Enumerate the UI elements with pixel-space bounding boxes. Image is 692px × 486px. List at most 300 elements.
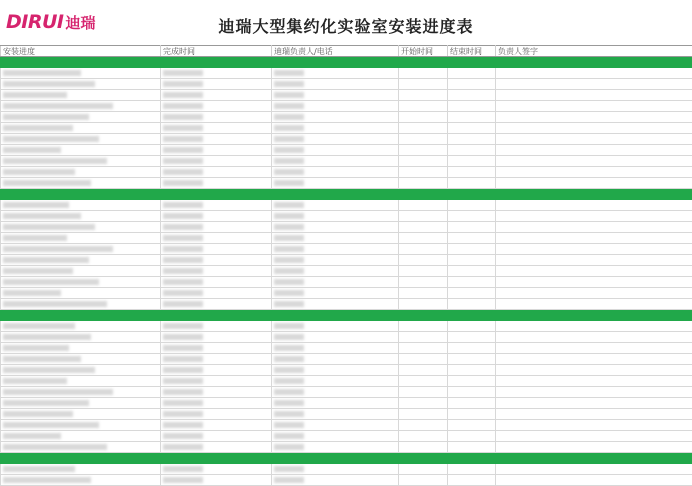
redacted-bar [163, 70, 203, 76]
redacted-bar [274, 103, 304, 109]
redacted-bar [3, 246, 113, 252]
redacted-cell [161, 365, 272, 376]
redacted-cell [399, 211, 448, 222]
redacted-cell [161, 475, 272, 486]
section-header-cell [448, 310, 496, 321]
redacted-cell [272, 332, 399, 343]
redacted-cell [161, 398, 272, 409]
redacted-cell [161, 376, 272, 387]
redacted-cell [272, 211, 399, 222]
section-header-cell [496, 453, 692, 464]
col-header-finish-time: 完成时间 [161, 46, 272, 57]
redacted-bar [163, 81, 203, 87]
redacted-bar [274, 378, 304, 384]
redacted-bar [274, 290, 304, 296]
redacted-bar [163, 257, 203, 263]
redacted-cell [399, 233, 448, 244]
redacted-cell [496, 255, 692, 266]
redacted-cell [161, 222, 272, 233]
col-header-contact: 迪瑞负责人/电话 [272, 46, 399, 57]
table-row [1, 442, 692, 453]
redacted-cell [1, 211, 161, 222]
redacted-bar [274, 169, 304, 175]
redacted-cell [272, 376, 399, 387]
redacted-cell [399, 420, 448, 431]
redacted-cell [161, 277, 272, 288]
redacted-bar [3, 213, 81, 219]
redacted-cell [448, 299, 496, 310]
redacted-cell [1, 387, 161, 398]
redacted-cell [399, 222, 448, 233]
redacted-bar [3, 411, 73, 417]
redacted-cell [1, 123, 161, 134]
redacted-cell [448, 376, 496, 387]
redacted-cell [399, 343, 448, 354]
redacted-bar [3, 477, 91, 483]
table-row [1, 299, 692, 310]
redacted-cell [272, 68, 399, 79]
redacted-bar [163, 334, 203, 340]
redacted-cell [272, 299, 399, 310]
redacted-cell [399, 409, 448, 420]
redacted-cell [1, 200, 161, 211]
table-row [1, 68, 692, 79]
redacted-bar [3, 70, 81, 76]
redacted-bar [163, 411, 203, 417]
redacted-bar [163, 114, 203, 120]
redacted-cell [399, 332, 448, 343]
section-header-cell [399, 310, 448, 321]
redacted-cell [496, 321, 692, 332]
redacted-cell [272, 409, 399, 420]
table-row [1, 398, 692, 409]
redacted-bar [3, 367, 95, 373]
page-header [0, 0, 692, 45]
redacted-cell [399, 376, 448, 387]
redacted-cell [399, 442, 448, 453]
redacted-cell [399, 277, 448, 288]
redacted-bar [3, 301, 107, 307]
redacted-cell [1, 244, 161, 255]
redacted-cell [496, 464, 692, 475]
redacted-bar [163, 290, 203, 296]
redacted-cell [1, 101, 161, 112]
section-header-row [1, 57, 692, 68]
redacted-cell [496, 233, 692, 244]
redacted-cell [272, 79, 399, 90]
redacted-cell [161, 387, 272, 398]
redacted-cell [448, 475, 496, 486]
redacted-bar [274, 224, 304, 230]
redacted-cell [272, 134, 399, 145]
redacted-cell [272, 387, 399, 398]
section-header-cell [1, 310, 161, 321]
table-row [1, 321, 692, 332]
redacted-cell [448, 211, 496, 222]
redacted-bar [274, 466, 304, 472]
redacted-bar [274, 345, 304, 351]
redacted-bar [274, 125, 304, 131]
redacted-cell [496, 112, 692, 123]
redacted-bar [163, 202, 203, 208]
redacted-bar [163, 400, 203, 406]
redacted-cell [272, 321, 399, 332]
redacted-cell [496, 244, 692, 255]
redacted-bar [3, 323, 75, 329]
redacted-cell [496, 277, 692, 288]
redacted-bar [274, 422, 304, 428]
section-header-cell [448, 57, 496, 68]
redacted-cell [448, 332, 496, 343]
redacted-bar [3, 356, 81, 362]
logo-cn: 迪瑞 [65, 12, 95, 33]
redacted-cell [161, 178, 272, 189]
progress-table [0, 45, 692, 486]
redacted-bar [163, 466, 203, 472]
redacted-bar [163, 136, 203, 142]
redacted-bar [3, 400, 89, 406]
redacted-cell [496, 288, 692, 299]
redacted-cell [272, 244, 399, 255]
redacted-bar [3, 444, 107, 450]
redacted-cell [1, 277, 161, 288]
section-header-cell [272, 57, 399, 68]
redacted-cell [448, 409, 496, 420]
redacted-bar [274, 202, 304, 208]
redacted-cell [272, 343, 399, 354]
redacted-cell [1, 354, 161, 365]
table-row [1, 200, 692, 211]
section-header-row [1, 310, 692, 321]
table-row [1, 145, 692, 156]
table-row [1, 112, 692, 123]
redacted-cell [448, 354, 496, 365]
redacted-cell [399, 365, 448, 376]
redacted-cell [1, 365, 161, 376]
redacted-bar [163, 389, 203, 395]
col-header-signature: 负责人签字 [496, 46, 692, 57]
redacted-cell [272, 233, 399, 244]
redacted-cell [272, 266, 399, 277]
redacted-cell [161, 255, 272, 266]
redacted-cell [161, 145, 272, 156]
redacted-cell [161, 68, 272, 79]
redacted-cell [448, 365, 496, 376]
col-header-end: 结束时间 [448, 46, 496, 57]
section-header-cell [1, 189, 161, 200]
redacted-bar [274, 444, 304, 450]
redacted-cell [272, 222, 399, 233]
table-row [1, 365, 692, 376]
redacted-cell [496, 79, 692, 90]
redacted-cell [448, 101, 496, 112]
table-row [1, 222, 692, 233]
redacted-cell [399, 299, 448, 310]
redacted-cell [272, 255, 399, 266]
redacted-bar [163, 213, 203, 219]
redacted-cell [448, 90, 496, 101]
redacted-cell [161, 266, 272, 277]
redacted-cell [1, 332, 161, 343]
redacted-cell [272, 90, 399, 101]
redacted-cell [1, 376, 161, 387]
redacted-bar [163, 367, 203, 373]
redacted-cell [496, 376, 692, 387]
redacted-cell [399, 101, 448, 112]
redacted-cell [496, 299, 692, 310]
redacted-cell [399, 167, 448, 178]
redacted-bar [163, 356, 203, 362]
table-row [1, 244, 692, 255]
redacted-bar [274, 411, 304, 417]
section-header-cell [399, 453, 448, 464]
redacted-bar [3, 257, 89, 263]
redacted-cell [399, 200, 448, 211]
redacted-cell [448, 431, 496, 442]
redacted-cell [161, 409, 272, 420]
redacted-bar [163, 147, 203, 153]
redacted-cell [399, 123, 448, 134]
redacted-bar [3, 290, 61, 296]
redacted-cell [1, 266, 161, 277]
redacted-cell [399, 431, 448, 442]
redacted-cell [1, 255, 161, 266]
redacted-bar [274, 81, 304, 87]
redacted-cell [448, 321, 496, 332]
redacted-cell [496, 101, 692, 112]
redacted-bar [274, 213, 304, 219]
section-header-cell [1, 57, 161, 68]
redacted-cell [399, 90, 448, 101]
redacted-bar [3, 389, 113, 395]
redacted-bar [274, 301, 304, 307]
redacted-cell [496, 167, 692, 178]
redacted-cell [496, 145, 692, 156]
table-row [1, 343, 692, 354]
redacted-bar [163, 125, 203, 131]
redacted-cell [161, 321, 272, 332]
redacted-cell [496, 431, 692, 442]
redacted-bar [163, 180, 203, 186]
redacted-bar [274, 279, 304, 285]
redacted-cell [448, 112, 496, 123]
redacted-bar [3, 125, 73, 131]
redacted-cell [161, 79, 272, 90]
redacted-bar [163, 169, 203, 175]
redacted-cell [399, 398, 448, 409]
redacted-cell [1, 145, 161, 156]
table-row [1, 332, 692, 343]
redacted-bar [274, 114, 304, 120]
redacted-bar [274, 70, 304, 76]
table-row [1, 156, 692, 167]
redacted-cell [1, 343, 161, 354]
section-header-cell [161, 310, 272, 321]
redacted-cell [448, 178, 496, 189]
redacted-cell [448, 288, 496, 299]
section-header-cell [161, 453, 272, 464]
redacted-bar [163, 378, 203, 384]
redacted-bar [274, 147, 304, 153]
redacted-bar [163, 301, 203, 307]
redacted-cell [272, 464, 399, 475]
table-row [1, 288, 692, 299]
redacted-cell [399, 79, 448, 90]
redacted-bar [163, 158, 203, 164]
redacted-cell [448, 398, 496, 409]
redacted-cell [161, 112, 272, 123]
redacted-bar [274, 180, 304, 186]
redacted-cell [448, 145, 496, 156]
redacted-cell [448, 123, 496, 134]
redacted-cell [161, 233, 272, 244]
redacted-cell [272, 145, 399, 156]
redacted-bar [3, 235, 67, 241]
table-row [1, 79, 692, 90]
redacted-bar [274, 323, 304, 329]
redacted-cell [272, 178, 399, 189]
redacted-cell [448, 233, 496, 244]
redacted-cell [272, 475, 399, 486]
redacted-cell [496, 398, 692, 409]
redacted-cell [161, 442, 272, 453]
redacted-cell [399, 112, 448, 123]
redacted-cell [448, 200, 496, 211]
redacted-cell [448, 156, 496, 167]
redacted-bar [3, 158, 107, 164]
redacted-bar [163, 235, 203, 241]
redacted-cell [496, 222, 692, 233]
section-header-cell [399, 189, 448, 200]
redacted-cell [448, 255, 496, 266]
redacted-cell [161, 123, 272, 134]
redacted-cell [448, 68, 496, 79]
redacted-cell [1, 178, 161, 189]
redacted-cell [399, 464, 448, 475]
redacted-cell [272, 354, 399, 365]
redacted-bar [3, 279, 99, 285]
redacted-cell [496, 475, 692, 486]
redacted-bar [163, 477, 203, 483]
redacted-cell [496, 90, 692, 101]
redacted-cell [448, 266, 496, 277]
redacted-bar [3, 268, 73, 274]
redacted-cell [1, 299, 161, 310]
col-header-progress: 安装进度 [1, 46, 161, 57]
redacted-bar [274, 400, 304, 406]
redacted-cell [272, 442, 399, 453]
redacted-cell [272, 112, 399, 123]
table-row [1, 90, 692, 101]
redacted-cell [1, 222, 161, 233]
redacted-cell [1, 79, 161, 90]
redacted-cell [1, 409, 161, 420]
redacted-bar [274, 389, 304, 395]
redacted-bar [274, 477, 304, 483]
section-header-cell [272, 453, 399, 464]
redacted-cell [399, 354, 448, 365]
section-header-cell [272, 310, 399, 321]
redacted-cell [496, 178, 692, 189]
table-row [1, 431, 692, 442]
redacted-cell [1, 167, 161, 178]
table-row [1, 211, 692, 222]
redacted-cell [272, 277, 399, 288]
section-header-cell [496, 189, 692, 200]
redacted-cell [399, 266, 448, 277]
table-body [1, 57, 692, 486]
redacted-cell [448, 167, 496, 178]
redacted-cell [448, 442, 496, 453]
redacted-bar [3, 114, 89, 120]
redacted-cell [448, 343, 496, 354]
redacted-cell [272, 123, 399, 134]
redacted-cell [1, 233, 161, 244]
redacted-cell [399, 68, 448, 79]
redacted-bar [3, 345, 69, 351]
redacted-cell [272, 398, 399, 409]
redacted-cell [161, 420, 272, 431]
redacted-cell [161, 332, 272, 343]
redacted-bar [3, 81, 95, 87]
redacted-cell [399, 255, 448, 266]
redacted-cell [272, 431, 399, 442]
section-header-cell [161, 57, 272, 68]
redacted-cell [1, 156, 161, 167]
col-header-start: 开始时间 [399, 46, 448, 57]
redacted-bar [3, 466, 75, 472]
table-row [1, 387, 692, 398]
table-row [1, 354, 692, 365]
redacted-cell [496, 420, 692, 431]
section-header-cell [448, 189, 496, 200]
redacted-cell [161, 211, 272, 222]
redacted-bar [274, 92, 304, 98]
redacted-bar [3, 169, 75, 175]
redacted-cell [399, 475, 448, 486]
redacted-bar [3, 147, 61, 153]
redacted-cell [161, 90, 272, 101]
table-row [1, 376, 692, 387]
redacted-cell [399, 134, 448, 145]
redacted-cell [1, 321, 161, 332]
redacted-cell [1, 134, 161, 145]
redacted-bar [274, 433, 304, 439]
redacted-cell [1, 475, 161, 486]
redacted-cell [1, 112, 161, 123]
redacted-cell [1, 442, 161, 453]
section-header-cell [272, 189, 399, 200]
table-row [1, 464, 692, 475]
redacted-cell [496, 354, 692, 365]
redacted-bar [3, 433, 61, 439]
redacted-bar [3, 180, 91, 186]
section-header-cell [161, 189, 272, 200]
redacted-cell [496, 365, 692, 376]
redacted-bar [3, 378, 67, 384]
redacted-cell [496, 387, 692, 398]
redacted-cell [399, 288, 448, 299]
redacted-cell [496, 343, 692, 354]
table-row [1, 420, 692, 431]
table-row [1, 178, 692, 189]
section-header-cell [448, 453, 496, 464]
redacted-bar [163, 92, 203, 98]
redacted-bar [163, 246, 203, 252]
section-header-cell [1, 453, 161, 464]
table-row [1, 266, 692, 277]
section-header-cell [496, 310, 692, 321]
